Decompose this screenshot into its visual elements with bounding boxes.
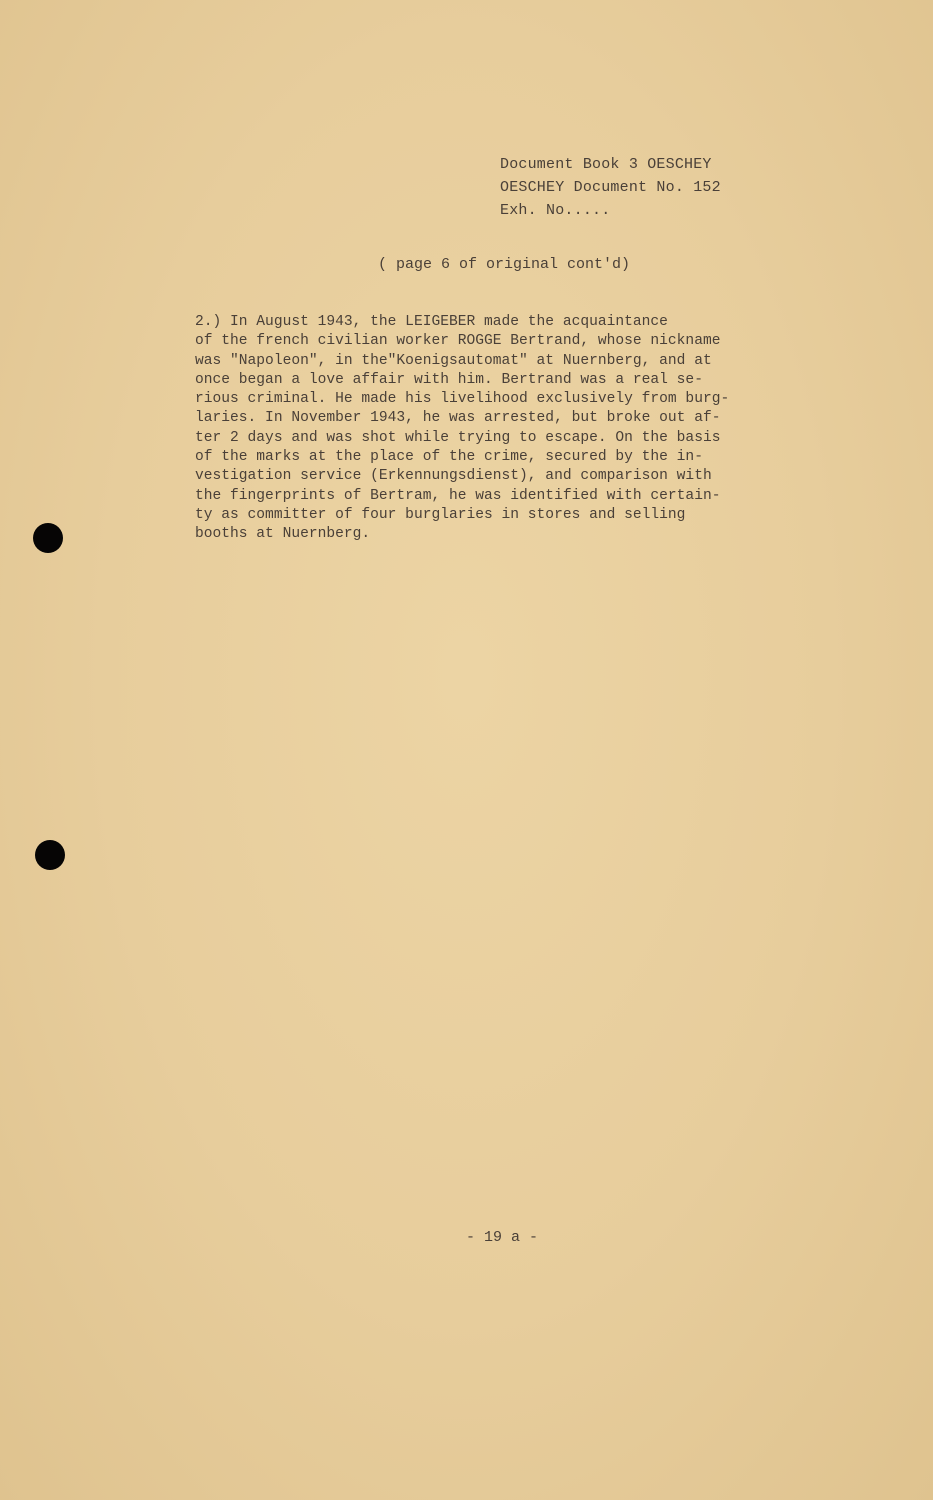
paragraph-line: rious criminal. He made his livelihood exclusively from burg- [195, 391, 730, 408]
header-document-book: Document Book 3 OESCHEY [500, 156, 712, 173]
header-exhibit-number: Exh. No..... [500, 202, 611, 219]
paragraph-line: laries. In November 1943, he was arrested, but broke out af- [195, 410, 721, 427]
paragraph-line: 2.) In August 1943, the LEIGEBER made the acquaintance [195, 314, 668, 330]
header-document-number: OESCHEY Document No. 152 [500, 179, 721, 196]
paragraph-line: vestigation service (Erkennungsdienst), and comparison with [195, 468, 712, 485]
paragraph-line: was "Napoleon", in the"Koenigsautomat" at Nuernberg, and at [195, 352, 712, 369]
paragraph-line: of the marks at the place of the crime, secured by the in- [195, 449, 703, 466]
paragraph-line: ter 2 days and was shot while trying to escape. On the basis [195, 429, 721, 446]
body-paragraph [195, 313, 795, 545]
paragraph-line: of the french civilian worker ROGGE Bertrand, whose nickname [195, 333, 721, 350]
paragraph-line: booths at Nuernberg. [195, 526, 371, 543]
punch-hole [35, 840, 65, 870]
paragraph-line: the fingerprints of Bertram, he was identified with certain- [195, 487, 721, 504]
document-header [500, 153, 721, 222]
continuation-note: ( page 6 of original cont'd) [378, 256, 631, 273]
paragraph-line: once began a love affair with him. Bertrand was a real se- [195, 371, 703, 388]
punch-hole [33, 523, 63, 553]
page-number: - 19 a - [466, 1229, 539, 1246]
paragraph-line: ty as committer of four burglaries in stores and selling [195, 506, 686, 523]
